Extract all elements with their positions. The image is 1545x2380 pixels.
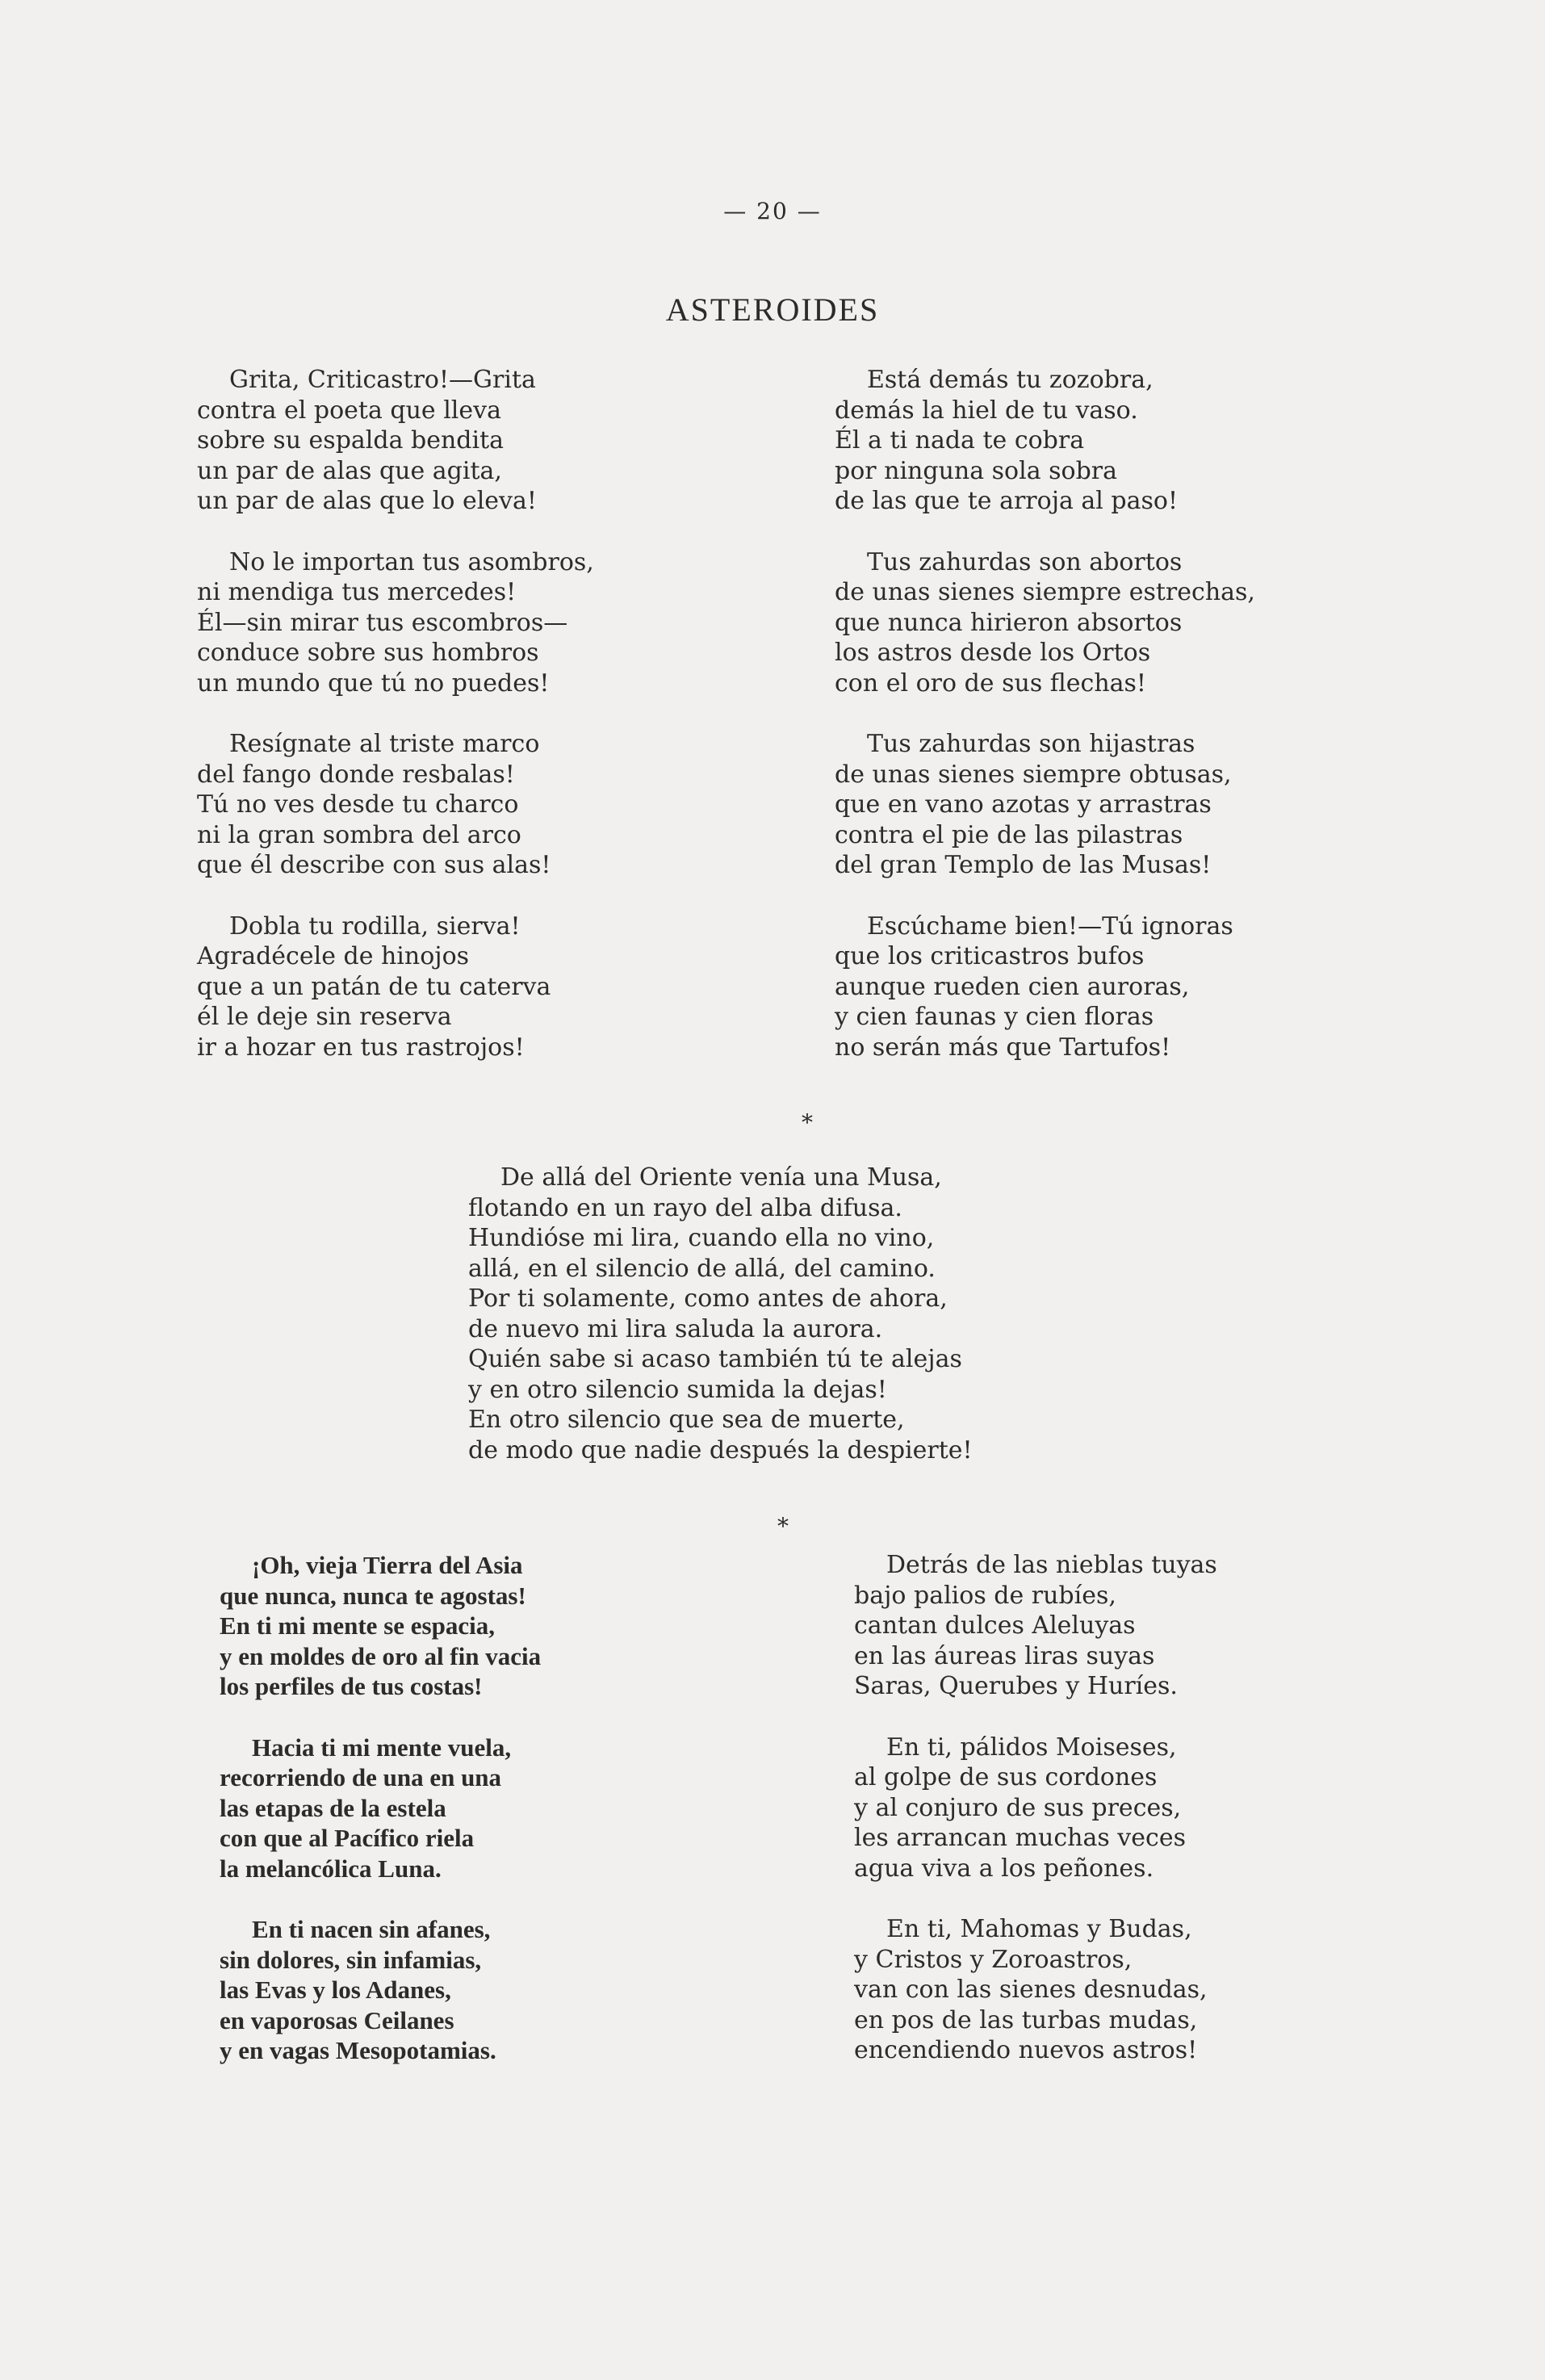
verse-line: en vaporosas Ceilanes bbox=[220, 2005, 454, 2034]
verse-line: las etapas de la estela bbox=[220, 1793, 446, 1822]
verse-line: Tus zahurdas son hijastras bbox=[867, 730, 1195, 758]
verse-line: En otro silencio que sea de muerte, bbox=[468, 1406, 905, 1434]
stanza bbox=[835, 365, 1359, 517]
section-separator: * bbox=[802, 1109, 813, 1136]
stanza bbox=[220, 1733, 744, 1884]
verse-line: ¡Oh, vieja Tierra del Asia bbox=[252, 1551, 523, 1579]
verse-line: los perfiles de tus costas! bbox=[220, 1672, 483, 1700]
verse-line: de las que te arroja al paso! bbox=[835, 487, 1179, 515]
right-column-top bbox=[835, 365, 1359, 1093]
verse-line: Hacia ti mi mente vuela, bbox=[252, 1733, 512, 1762]
stanza bbox=[197, 911, 722, 1063]
stanza bbox=[854, 1550, 1379, 1702]
verse-line: Él a ti nada te cobra bbox=[835, 426, 1085, 455]
verse-line: contra el poeta que lleva bbox=[197, 396, 501, 425]
verse-line: agua viva a los peñones. bbox=[854, 1854, 1154, 1883]
verse-line: un par de alas que agita, bbox=[197, 456, 502, 485]
verse-line: del gran Templo de las Musas! bbox=[835, 851, 1212, 879]
verse-line: Quién sabe si acaso también tú te alejas bbox=[468, 1345, 962, 1373]
stanza bbox=[197, 365, 722, 517]
stanza bbox=[835, 911, 1359, 1063]
page-number: — 20 — bbox=[723, 198, 822, 224]
verse-line: y en vagas Mesopotamias. bbox=[220, 2036, 496, 2064]
verse-line: las Evas y los Adanes, bbox=[220, 1976, 451, 2004]
verse-line: la melancólica Luna. bbox=[220, 1854, 442, 1883]
verse-line: y en otro silencio sumida la dejas! bbox=[468, 1375, 887, 1404]
stanza bbox=[220, 1914, 744, 2066]
verse-line: contra el pie de las pilastras bbox=[835, 820, 1183, 849]
verse-line: que nunca, nunca te agostas! bbox=[220, 1581, 526, 1610]
verse-line: por ninguna sola sobra bbox=[835, 456, 1118, 485]
verse-line: ni mendiga tus mercedes! bbox=[197, 578, 517, 606]
verse-line: van con las sienes desnudas, bbox=[854, 1976, 1208, 2004]
verse-line: que los criticastros bufos bbox=[835, 942, 1145, 970]
verse-line: que a un patán de tu caterva bbox=[197, 972, 551, 1001]
verse-line: de unas sienes siempre obtusas, bbox=[835, 760, 1232, 789]
verse-line: Escúchame bien!—Tú ignoras bbox=[867, 911, 1233, 941]
verse-line: Por ti solamente, como antes de ahora, bbox=[468, 1284, 948, 1313]
middle-poem bbox=[468, 1163, 1179, 1465]
verse-line: con que al Pacífico riela bbox=[220, 1824, 475, 1852]
verse-line: En ti mi mente se espacia, bbox=[220, 1611, 495, 1640]
section-separator: * bbox=[777, 1513, 789, 1540]
left-column-top bbox=[197, 365, 722, 1093]
stanza bbox=[197, 729, 722, 881]
verse-line: en las áureas liras suyas bbox=[854, 1641, 1155, 1670]
verse-line: que en vano azotas y arrastras bbox=[835, 790, 1212, 819]
left-column-bottom bbox=[220, 1550, 744, 2097]
verse-line: Resígnate al triste marco bbox=[229, 730, 540, 758]
verse-line: Saras, Querubes y Huríes. bbox=[854, 1672, 1178, 1700]
verse-line: Agradécele de hinojos bbox=[197, 942, 470, 970]
verse-line: sobre su espalda bendita bbox=[197, 426, 505, 455]
verse-line: Tú no ves desde tu charco bbox=[197, 790, 519, 819]
verse-line: y en moldes de oro al fin vacia bbox=[220, 1641, 542, 1670]
verse-line: que nunca hirieron absortos bbox=[835, 608, 1183, 637]
verse-line: de unas sienes siempre estrechas, bbox=[835, 578, 1255, 606]
verse-line: con el oro de sus flechas! bbox=[835, 668, 1146, 698]
verse-line: bajo palios de rubíes, bbox=[854, 1581, 1116, 1610]
stanza bbox=[854, 1733, 1379, 1884]
verse-line: Grita, Criticastro!—Grita bbox=[229, 366, 536, 394]
stanza bbox=[197, 547, 722, 699]
verse-line: al golpe de sus cordones bbox=[854, 1763, 1158, 1791]
verse-line: allá, en el silencio de allá, del camino. bbox=[468, 1254, 936, 1283]
verse-line: encendiendo nuevos astros! bbox=[854, 2036, 1198, 2064]
verse-line: que él describe con sus alas! bbox=[197, 851, 551, 879]
verse-line: les arrancan muchas veces bbox=[854, 1824, 1186, 1852]
stanza bbox=[220, 1550, 744, 1702]
verse-line: de modo que nadie después la despierte! bbox=[468, 1435, 973, 1464]
verse-line: un par de alas que lo eleva! bbox=[197, 487, 537, 515]
verse-line: En ti, pálidos Moiseses, bbox=[886, 1733, 1177, 1762]
stanza bbox=[835, 729, 1359, 881]
verse-line: Tus zahurdas son abortos bbox=[867, 547, 1183, 576]
verse-line: En ti, Mahomas y Budas, bbox=[886, 1915, 1192, 1943]
verse-line: no serán más que Tartufos! bbox=[835, 1033, 1171, 1062]
verse-line: sin dolores, sin infamias, bbox=[220, 1945, 482, 1974]
verse-line: Detrás de las nieblas tuyas bbox=[886, 1551, 1217, 1579]
verse-line: en pos de las turbas mudas, bbox=[854, 2005, 1198, 2034]
stanza bbox=[835, 547, 1359, 699]
verse-line: En ti nacen sin afanes, bbox=[252, 1915, 491, 1943]
verse-line: y al conjuro de sus preces, bbox=[854, 1793, 1182, 1822]
verse-line: del fango donde resbalas! bbox=[197, 760, 515, 789]
verse-line: un mundo que tú no puedes! bbox=[197, 668, 550, 698]
verse-line: conduce sobre sus hombros bbox=[197, 639, 539, 667]
verse-line: los astros desde los Ortos bbox=[835, 639, 1151, 667]
verse-line: No le importan tus asombros, bbox=[229, 547, 594, 576]
verse-line: Hundióse mi lira, cuando ella no vino, bbox=[468, 1224, 935, 1252]
stanza bbox=[854, 1914, 1379, 2066]
right-column-bottom bbox=[854, 1550, 1379, 2097]
verse-line: recorriendo de una en una bbox=[220, 1763, 502, 1791]
verse-line: Él—sin mirar tus escombros— bbox=[197, 608, 568, 637]
verse-line: ir a hozar en tus rastrojos! bbox=[197, 1033, 525, 1062]
verse-line: y Cristos y Zoroastros, bbox=[854, 1945, 1133, 1974]
verse-line: aunque rueden cien auroras, bbox=[835, 972, 1190, 1001]
verse-line: flotando en un rayo del alba difusa. bbox=[468, 1193, 902, 1222]
verse-line: Dobla tu rodilla, sierva! bbox=[229, 911, 521, 941]
verse-line: demás la hiel de tu vaso. bbox=[835, 396, 1138, 425]
verse-line: De allá del Oriente venía una Musa, bbox=[500, 1163, 942, 1192]
verse-line: y cien faunas y cien floras bbox=[835, 1003, 1154, 1031]
verse-line: ni la gran sombra del arco bbox=[197, 820, 521, 849]
verse-line: cantan dulces Aleluyas bbox=[854, 1611, 1136, 1640]
poem-title: ASTEROIDES bbox=[665, 291, 880, 328]
verse-line: de nuevo mi lira saluda la aurora. bbox=[468, 1314, 883, 1343]
verse-line: él le deje sin reserva bbox=[197, 1003, 452, 1031]
verse-line: Está demás tu zozobra, bbox=[867, 366, 1154, 394]
